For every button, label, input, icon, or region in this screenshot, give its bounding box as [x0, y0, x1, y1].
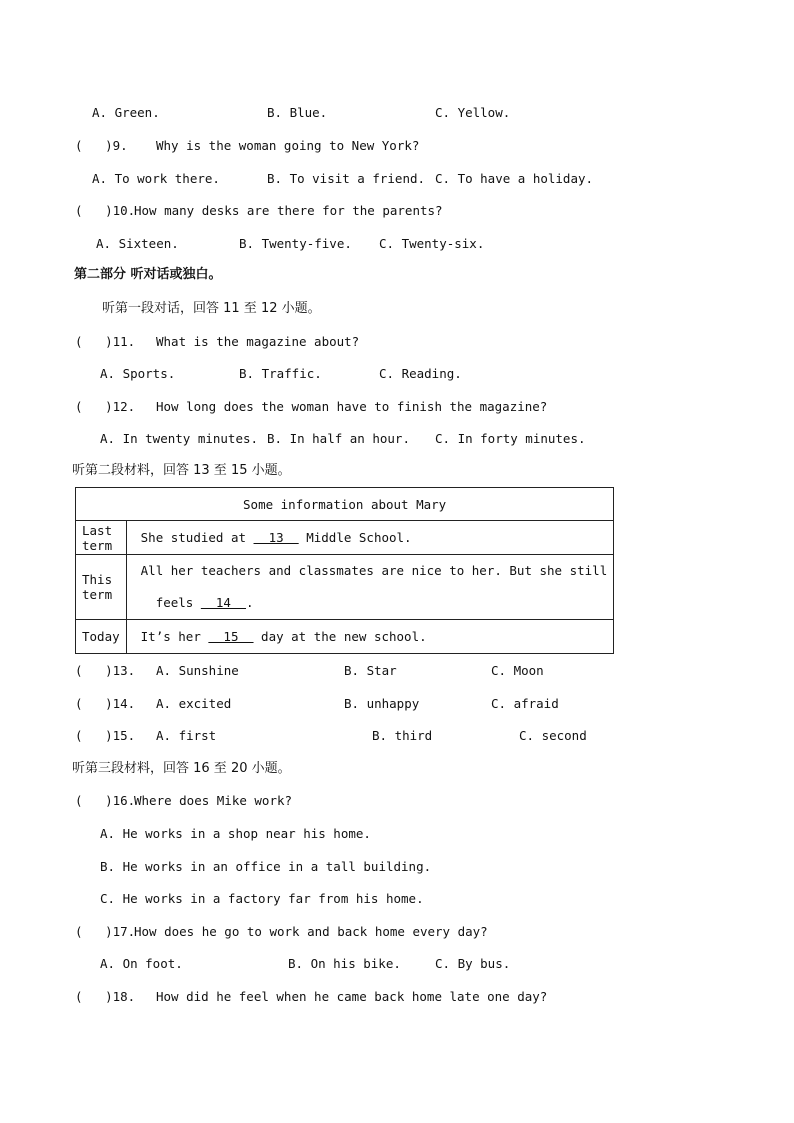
q17-option-b: B. On his bike. — [288, 956, 401, 971]
row-content-this-term: All her teachers and classmates are nice to her. But she still feels 14 . — [126, 555, 614, 620]
q12-option-c: C. In forty minutes. — [435, 431, 586, 446]
part2-instruction-3: 听第三段材料，回答 16 至 20 小题。 — [72, 761, 291, 776]
q9-option-b: B. To visit a friend. — [267, 171, 426, 186]
blank-14: 14 — [200, 595, 247, 610]
q11-option-b: B. Traffic. — [239, 366, 322, 381]
q13-number: ( )13. — [75, 663, 136, 678]
part2-heading: 第二部分 听对话或独白。 — [74, 267, 222, 282]
q12-option-b: B. In half an hour. — [267, 431, 410, 446]
q16-question: Where does Mike work? — [134, 793, 293, 808]
q16-number: ( )16. — [75, 793, 136, 808]
q10-question: How many desks are there for the parents? — [134, 203, 443, 218]
row-content-last-term: She studied at 13 Middle School. — [126, 521, 614, 555]
q16-option-b: B. He works in an office in a tall building. — [100, 859, 432, 874]
row-label-today: Today — [76, 620, 127, 654]
q16-option-c: C. He works in a factory far from his home. — [100, 891, 424, 906]
mary-info-table — [75, 487, 614, 654]
q14-number: ( )14. — [75, 696, 136, 711]
table-title: Some information about Mary — [76, 488, 614, 521]
q12-number: ( )12. — [75, 399, 136, 414]
q13-option-b: B. Star — [344, 663, 397, 678]
q8-option-b: B. Blue. — [267, 105, 328, 120]
q10-option-c: C. Twenty-six. — [379, 236, 485, 251]
row-label-this-term: This term — [76, 555, 127, 620]
q15-number: ( )15. — [75, 728, 136, 743]
q11-option-c: C. Reading. — [379, 366, 462, 381]
q10-number: ( )10. — [75, 203, 136, 218]
q17-option-a: A. On foot. — [100, 956, 183, 971]
part2-instruction-2: 听第二段材料，回答 13 至 15 小题。 — [72, 463, 291, 478]
q18-number: ( )18. — [75, 989, 136, 1004]
q10-option-a: A. Sixteen. — [96, 236, 179, 251]
row-label-last-term: Last term — [76, 521, 127, 555]
q10-option-b: B. Twenty-five. — [239, 236, 352, 251]
q9-number: ( )9. — [75, 138, 128, 153]
part2-instruction-1: 听第一段对话，回答 11 至 12 小题。 — [102, 301, 321, 316]
q13-option-c: C. Moon — [491, 663, 544, 678]
table-row — [76, 620, 614, 654]
q16-option-a: A. He works in a shop near his home. — [100, 826, 371, 841]
q8-option-c: C. Yellow. — [435, 105, 511, 120]
q12-option-a: A. In twenty minutes. — [100, 431, 259, 446]
table-row — [76, 555, 614, 620]
q14-option-c: C. afraid — [491, 696, 559, 711]
q15-option-a: A. first — [156, 728, 217, 743]
q15-option-b: B. third — [372, 728, 433, 743]
q9-question: Why is the woman going to New York? — [156, 138, 420, 153]
blank-15: 15 — [208, 628, 254, 644]
q11-question: What is the magazine about? — [156, 334, 360, 349]
table-row — [76, 521, 614, 555]
row-content-today: It’s her 15 day at the new school. — [126, 620, 614, 654]
q17-question: How does he go to work and back home every day? — [134, 924, 488, 939]
q14-option-a: A. excited — [156, 696, 232, 711]
q11-option-a: A. Sports. — [100, 366, 176, 381]
q9-option-a: A. To work there. — [92, 171, 220, 186]
q12-question: How long does the woman have to finish the magazine? — [156, 399, 548, 414]
blank-13: 13 — [253, 529, 299, 545]
q17-option-c: C. By bus. — [435, 956, 511, 971]
q9-option-c: C. To have a holiday. — [435, 171, 594, 186]
q17-number: ( )17. — [75, 924, 136, 939]
q18-question: How did he feel when he came back home late one day? — [156, 989, 548, 1004]
q15-option-c: C. second — [519, 728, 587, 743]
q13-option-a: A. Sunshine — [156, 663, 239, 678]
q14-option-b: B. unhappy — [344, 696, 420, 711]
q11-number: ( )11. — [75, 334, 136, 349]
q8-option-a: A. Green. — [92, 105, 160, 120]
